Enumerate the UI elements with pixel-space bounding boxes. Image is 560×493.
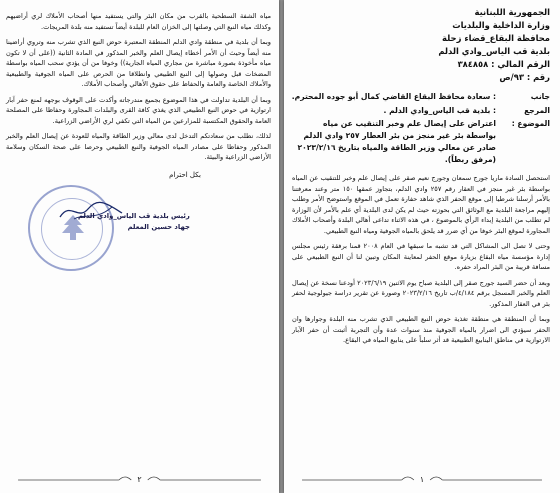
- letterhead: [292, 6, 550, 84]
- signatory: [78, 211, 190, 233]
- body-paragraph: وبما أن المنطقة هي منطقة تغذية حوض النبع الطبيعي الذي تشرب منه البلدة وجوارها وان الحفر سيؤدي الى اضرار بالمياه الجوفية منذ سنوات عدة وأن التجربة أثبتت أن حفر الآبار الارتوازية في مناطق الينابيع الطبيعية قد أثر سلباً على ينابيع المياه في البقاع.: [292, 315, 550, 344]
- subject-value: اعتراض على إيصال علم وخبر التنقيب عن مياه بواسطة بئر غير منجز من بئر العطار ٢٥٧ وادي الدلم صادر عن معالي وزير الطاقة والمياه بتاريخ ٢٠٢٣/٢/١٦ (مرفق ربطاً).: [297, 119, 496, 164]
- subject-label: الموضوع :: [511, 119, 550, 128]
- header-line: محافظة البقاع_قضاء زحلة: [442, 33, 550, 43]
- document-page-2: [0, 0, 279, 493]
- signatory-name: جهاد حسين المعلم: [127, 222, 190, 231]
- reference-label: المرجع: [524, 106, 550, 115]
- body-paragraph: وبعد أن حضر السيد جورج صقر إلى البلدية صباح يوم الاثنين ٢٠٢٣/٦/١٩ أودعنا نسخة عن إيصال العلم والخبر المسجل برقم ٤/١٨٤/ب تاريخ ٢٠٢٣/٢/١٦ وصورة عن تقرير دراسة جيولوجية لحفر بئر في العقار المذكور.: [292, 278, 551, 308]
- page-footer: [300, 473, 544, 487]
- reference-value: : بلدية قب الياس_وادي الدلم .: [383, 106, 496, 115]
- body-paragraph: وبما أن بلدية في منطقة وادي الدلم المنطقة المعتبرة حوض النبع الذي تشرب منه وتروي أراضينا منه أيضاً وحيث أن الأمر أخطاء إيصال العلم والخبر المذكور في المادة الثانية ((على أن لا تكون مياه مأخوذة بصورة مباشرة من مجاري المياه الجارية)) وخوفا من أن يؤدي سحب المياه بواسطة المضخات قبل وصولها إلى النبع الطبيعي وانطلاقا من الحرص على المياه الجوفية والطبيعية والأملاك الخاصة والعامة والحفاظ على حقوق الأهالي وأصحاب الأملاك.: [6, 38, 271, 88]
- signatory-title: رئيس بلدية قب الياس_وادي الدلم: [78, 211, 190, 220]
- recipient-row: [292, 90, 550, 104]
- body-paragraph: لذلك، نطلب من سعادتكم التدخل لدى معالي وزير الطاقة والمياه للعودة عن إيصال العلم والخبر المذكور وحفاظا على مصادر المياه الجوفية والنبع الطبيعي وحرصا على صحة السكان وسلامة الأراضي الزراعية والبيئة.: [6, 132, 271, 161]
- recipient-value: : سعادة محافظ البقاع القاضي كمال أبو جوده المحترم.: [291, 92, 496, 101]
- reference-row: [292, 104, 550, 118]
- header-line: وزارة الداخلية والبلديات: [452, 20, 550, 30]
- header-line: الجمهورية اللبنانية: [474, 7, 550, 17]
- signoff: بكل احترام: [169, 170, 201, 179]
- body-paragraph: استحصل السادة ماريا جورج سمعان وجورج نعيم صقر على إيصال علم وخبر للتنقيب عن المياه بواسطة بئر غير منجز في العقار رقم ٢٥٧ وادي الدلم، بتجاوز عمقها ١٥٠ متر وعند معرفتنا بالأمر أرسلنا شرطيا إلى موقع الحفر الذي شاهد حفارة تعمل في الموقع واستوضح الأمر وطلب إليهم مراجعة البلدية مع الوثائق التي بحوزته حيث لم يكن لدى البلدية أي علم بالأمر لأن الوزارة لم تطلب من البلدية إبداء الرأي بالموضوع ، في هذه الاثناء تداعى أهالي البلدة وأصحاب الأملاك المجاورة لموقع البئر خوفا من أي ضرر قد يلحق بالمياه الجوفية ومياه النبع الطبيعي.: [292, 174, 550, 235]
- header-line: الرقم المالي : ٣٨٤٨٥٨: [457, 59, 550, 69]
- document-page-1: [284, 0, 560, 493]
- body-paragraph: وبما أن البلدية تداولت في هذا الموضوع بجميع مندرجاته وأكدت على الوقوف بوجهه لمنع حفر آبار ارتوازية في حوض النبع الطبيعي الذي يغذي كافة القرى والبلدات المجاورة وحفاظا على المصلحة العامة والحقوق المكتسبة للمزارعين من المياه التي تكفي لري الأراضي الزراعية.: [6, 95, 271, 125]
- signature-block: [6, 181, 271, 276]
- page-footer: [16, 473, 263, 487]
- header-line: رقم : ٩٣/ص: [499, 72, 550, 82]
- page-number: ١: [415, 473, 429, 487]
- body-paragraph: مياه الشفة السطحية بالقرب من مكان البئر والتي يستفيد منها أصحاب الأملاك لري أراضيهم وكذلك مياه النبع التي وصلتها إلى الخزان العام للبلدة أيضاً تستفيد منه بلدة المريجات.: [6, 12, 271, 31]
- subject-row: [292, 118, 550, 166]
- recipient-label: جانب: [530, 92, 550, 101]
- body-paragraph: وحتى لا تصل الى المشاكل التي قد تشبه ما سبقها في العام ٢٠٠٨ قمنا برفقة رئيس مجلس إدارة مؤسسة مياه البقاع بزيارة موقع الحفر لمعاينة المكان وتبين لنا أن النبع الطبيعي على مسافة قريبة من البئر المراد حفره.: [292, 242, 550, 271]
- page-number: ٢: [132, 473, 146, 487]
- header-line: بلدية قب الياس_وادي الدلم: [438, 46, 550, 56]
